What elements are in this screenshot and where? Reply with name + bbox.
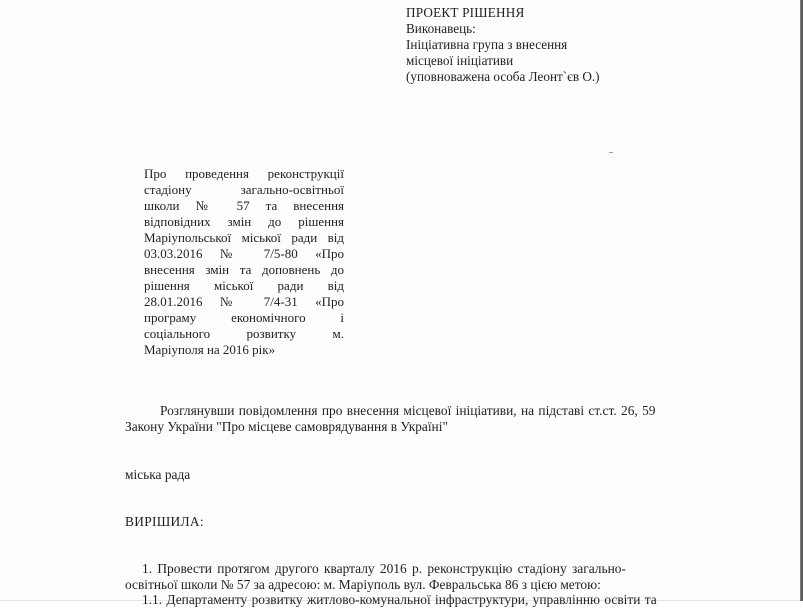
subject-line: відповідних змін до рішення — [144, 214, 344, 229]
executor-label: Виконавець: — [406, 21, 476, 36]
subject-line: 03.03.2016 № 7/5-80 «Про — [144, 246, 344, 261]
initiative-group-line2: місцевої ініціативи — [406, 53, 514, 68]
subject-line: програму економічного і — [144, 310, 344, 325]
subject-line: стадіону загально-освітньої — [144, 182, 344, 197]
preamble-line1: Розглянувши повідомлення про внесення місцевої ініціативи, на підставі ст.ст. 26, 59 — [160, 403, 656, 418]
decided-heading: ВИРІШИЛА: — [125, 514, 204, 529]
subject-line: школи № 57 та внесення — [144, 198, 344, 213]
subject-line: Маріупольської міської ради від — [144, 230, 344, 245]
item-1-line1: 1. Провести протягом другого кварталу 2016 р. реконструкцію стадіону загально- — [142, 561, 626, 576]
authorized-person: (уповноважена особа Леонт`єв О.) — [406, 69, 600, 84]
subject-line: внесення змін та доповнень до — [144, 262, 344, 277]
subject-line: Про проведення реконструкції — [144, 166, 344, 181]
decision-subject — [144, 166, 344, 358]
item-1-line2: освітньої школи № 57 за адресою: м. Маріуполь вул. Февральська 86 з цією метою: — [125, 577, 601, 592]
preamble-line2: Закону України "Про місцеве самоврядування в Україні" — [125, 419, 448, 434]
initiative-group-line1: Ініціативна група з внесення — [406, 37, 568, 52]
subject-line: соціального розвитку м. — [144, 326, 344, 341]
document-title: ПРОЕКТ РІШЕННЯ — [406, 5, 525, 20]
subject-line: Маріуполя на 2016 рік» — [144, 342, 276, 357]
item-1-1-line1: 1.1. Департаменту розвитку житлово-комунальної інфраструктури, управлінню освіти та — [142, 592, 657, 607]
council-label: міська рада — [125, 467, 191, 482]
subject-line: рішення міської ради від — [144, 278, 344, 293]
scan-speck — [609, 152, 613, 153]
subject-line: 28.01.2016 № 7/4-31 «Про — [144, 294, 344, 309]
